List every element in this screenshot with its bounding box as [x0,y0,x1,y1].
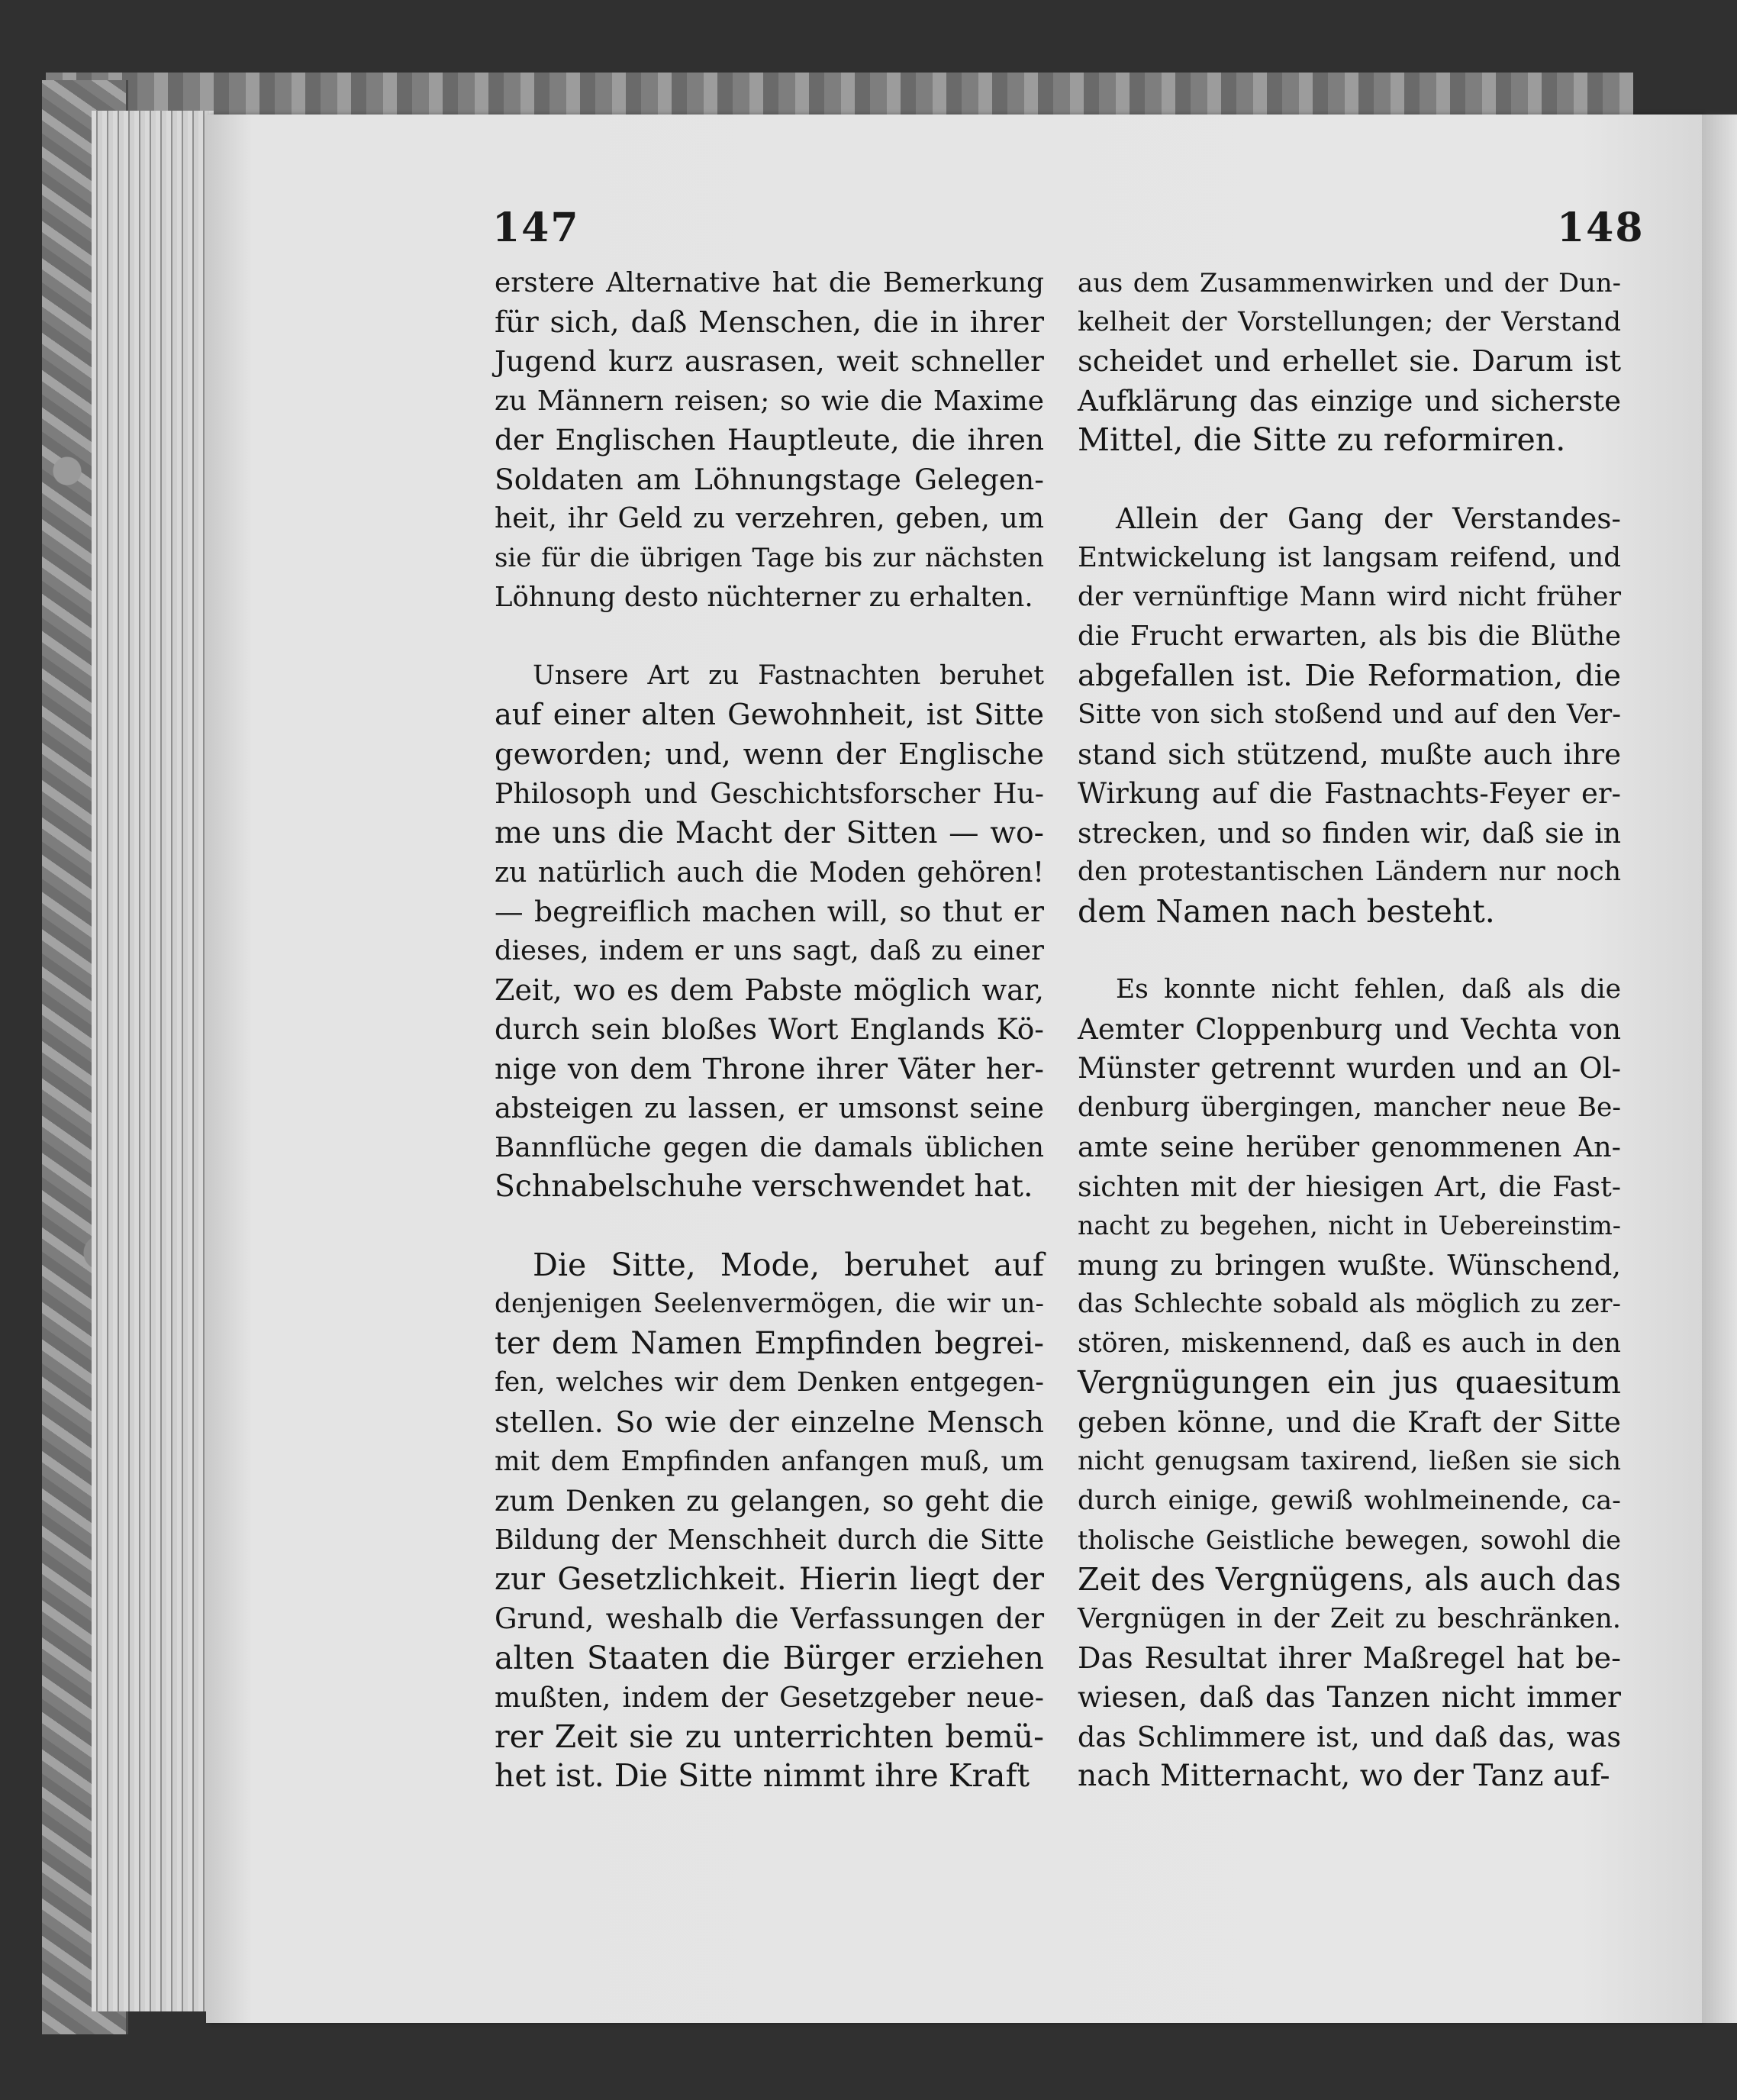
text-line: kelheit der Vorstellungen; der Verstand [1078,306,1621,337]
text-line: aus dem Zusammenwirken und der Dun- [1078,268,1621,298]
facing-page-edge [1702,115,1737,2023]
text-line: Schnabelschuhe verschwendet hat. [495,1169,1033,1204]
text-line: Wirkung auf die Fastnachts-Feyer er- [1078,777,1621,810]
page-edges [92,111,214,2011]
text-line: me uns die Macht der Sitten — wo- [495,815,1044,850]
text-line: Jugend kurz ausrasen, weit schneller [495,344,1044,378]
text-line: rer Zeit sie zu unterrichten bemü- [495,1718,1044,1755]
text-line: sichten mit der hiesigen Art, die Fast- [1078,1169,1621,1203]
text-line: Zeit, wo es dem Pabste möglich war, [495,973,1044,1007]
paragraph [495,656,1044,1207]
text-line: Zeit des Vergnügens, als auch das [1078,1560,1621,1598]
text-line: dem Namen nach besteht. [1078,892,1495,930]
text-line: nicht genugsam taxirend, ließen sie sich [1078,1446,1621,1476]
text-line: denburg übergingen, mancher neue Be- [1078,1092,1621,1123]
text-line: durch sein bloßes Wort Englands Kö- [495,1012,1044,1046]
text-line: für sich, daß Menschen, die in ihrer [495,305,1044,340]
text-line: die Frucht erwarten, als bis die Blüthe [1078,621,1621,652]
book-cover-top-edge [46,73,1633,115]
text-line: Bannflüche gegen die damals üblichen [495,1131,1044,1163]
paragraph [495,263,1044,618]
text-line: scheidet und erhellet sie. Darum ist [1078,344,1621,379]
page-number-right: 148 [1557,205,1645,251]
text-line: mung zu bringen wußte. Wünschend, [1078,1248,1621,1282]
text-line: Das Resultat ihrer Maßregel hat be- [1078,1640,1621,1675]
text-line: das Schlechte sobald als möglich zu zer- [1078,1289,1621,1319]
right-text-column [1078,263,1621,1835]
text-line: het ist. Die Sitte nimmt ihre Kraft [495,1757,1030,1794]
text-line: stören, miskennend, daß es auch in den [1078,1327,1621,1359]
text-line: den protestantischen Ländern nur noch [1078,856,1621,887]
paragraph [495,1246,1044,1796]
text-line: Bildung der Menschheit durch die Sitte [495,1524,1044,1556]
text-line: Allein der Gang der Verstandes- [1116,501,1621,535]
text-line: Vergnügen in der Zeit zu beschränken. [1078,1603,1621,1634]
text-line: fen, welches wir dem Denken entgegen- [495,1367,1044,1398]
text-line: heit, ihr Geld zu verzehren, geben, um [495,503,1044,534]
text-line: geworden; und, wenn der Englische [495,737,1044,772]
text-line: Löhnung desto nüchterner zu erhalten. [495,582,1033,613]
text-line: der Englischen Hauptleute, die ihren [495,423,1044,456]
text-line: ter dem Namen Empfinden begrei- [495,1325,1044,1361]
text-line: Aufklärung das einzige und sicherste [1078,384,1621,418]
text-line: geben könne, und die Kraft der Sitte [1078,1405,1621,1439]
text-line: nach Mitternacht, wo der Tanz auf- [1078,1759,1610,1793]
text-line: tholische Geistliche bewegen, sowohl die [1078,1525,1621,1555]
text-line: durch einige, gewiß wohlmeinende, ca- [1078,1485,1621,1516]
text-line: auf einer alten Gewohnheit, ist Sitte [495,698,1044,732]
text-line: stand sich stützend, mußte auch ihre [1078,737,1621,771]
text-line: Mittel, die Sitte zu reformiren. [1078,421,1566,458]
text-line: wiesen, daß das Tanzen nicht immer [1078,1680,1621,1714]
text-line: stellen. So wie der einzelne Mensch [495,1405,1044,1440]
paragraph [1078,499,1621,932]
text-line: denjenigen Seelenvermögen, die wir un- [495,1289,1044,1319]
text-line: alten Staaten die Bürger erziehen [495,1639,1044,1676]
text-line: abgefallen ist. Die Reformation, die [1078,658,1621,693]
text-line: Die Sitte, Mode, beruhet auf [533,1246,1044,1283]
text-line: Aemter Cloppenburg und Vechta von [1078,1012,1621,1046]
text-line: das Schlimmere ist, und daß das, was [1078,1720,1621,1753]
text-line: strecken, und so finden wir, daß sie in [1078,816,1621,850]
text-line: Entwickelung ist langsam reifend, und [1078,542,1621,573]
text-line: absteigen zu lassen, er umsonst seine [495,1092,1044,1124]
text-line: Soldaten am Löhnungstage Gelegen- [495,462,1044,496]
left-text-column [495,263,1044,1835]
text-line: Sitte von sich stoßend und auf den Ver- [1078,699,1621,730]
text-line: zur Gesetzlichkeit. Hierin liegt der [495,1561,1044,1597]
text-line: sie für die übrigen Tage bis zur nächsten [495,542,1044,573]
text-line: nige von dem Throne ihrer Väter her- [495,1051,1044,1085]
paragraph [1078,263,1621,460]
text-line: zu Männern reisen; so wie die Maxime [495,385,1044,417]
text-line: mit dem Empfinden anfangen muß, um [495,1446,1044,1477]
text-line: nacht zu begehen, nicht in Uebereinstim- [1078,1211,1621,1240]
text-line: zu natürlich auch die Moden gehören! [495,856,1044,889]
text-line: erstere Alternative hat die Bemerkung [495,267,1044,298]
text-line: Es konnte nicht fehlen, daß als die [1116,974,1621,1005]
text-line: Grund, weshalb die Verfassungen der [495,1602,1044,1635]
text-line: der vernünftige Mann wird nicht früher [1078,581,1621,612]
text-line: Unsere Art zu Fastnachten beruhet [533,660,1044,691]
text-line: Münster getrennt wurden und an Ol- [1078,1052,1621,1085]
paragraph [1078,970,1621,1796]
text-line: mußten, indem der Gesetzgeber neue- [495,1681,1044,1714]
page-number-left: 147 [492,205,580,251]
text-line: Philosoph und Geschichtsforscher Hu- [495,777,1044,810]
text-line: — begreiflich machen will, so thut er [495,894,1044,928]
text-line: zum Denken zu gelangen, so geht die [495,1484,1044,1518]
text-line: amte seine herüber genommenen An- [1078,1131,1621,1163]
text-line: dieses, indem er uns sagt, daß zu einer [495,935,1044,966]
text-line: Vergnügungen ein jus quaesitum [1078,1364,1621,1401]
